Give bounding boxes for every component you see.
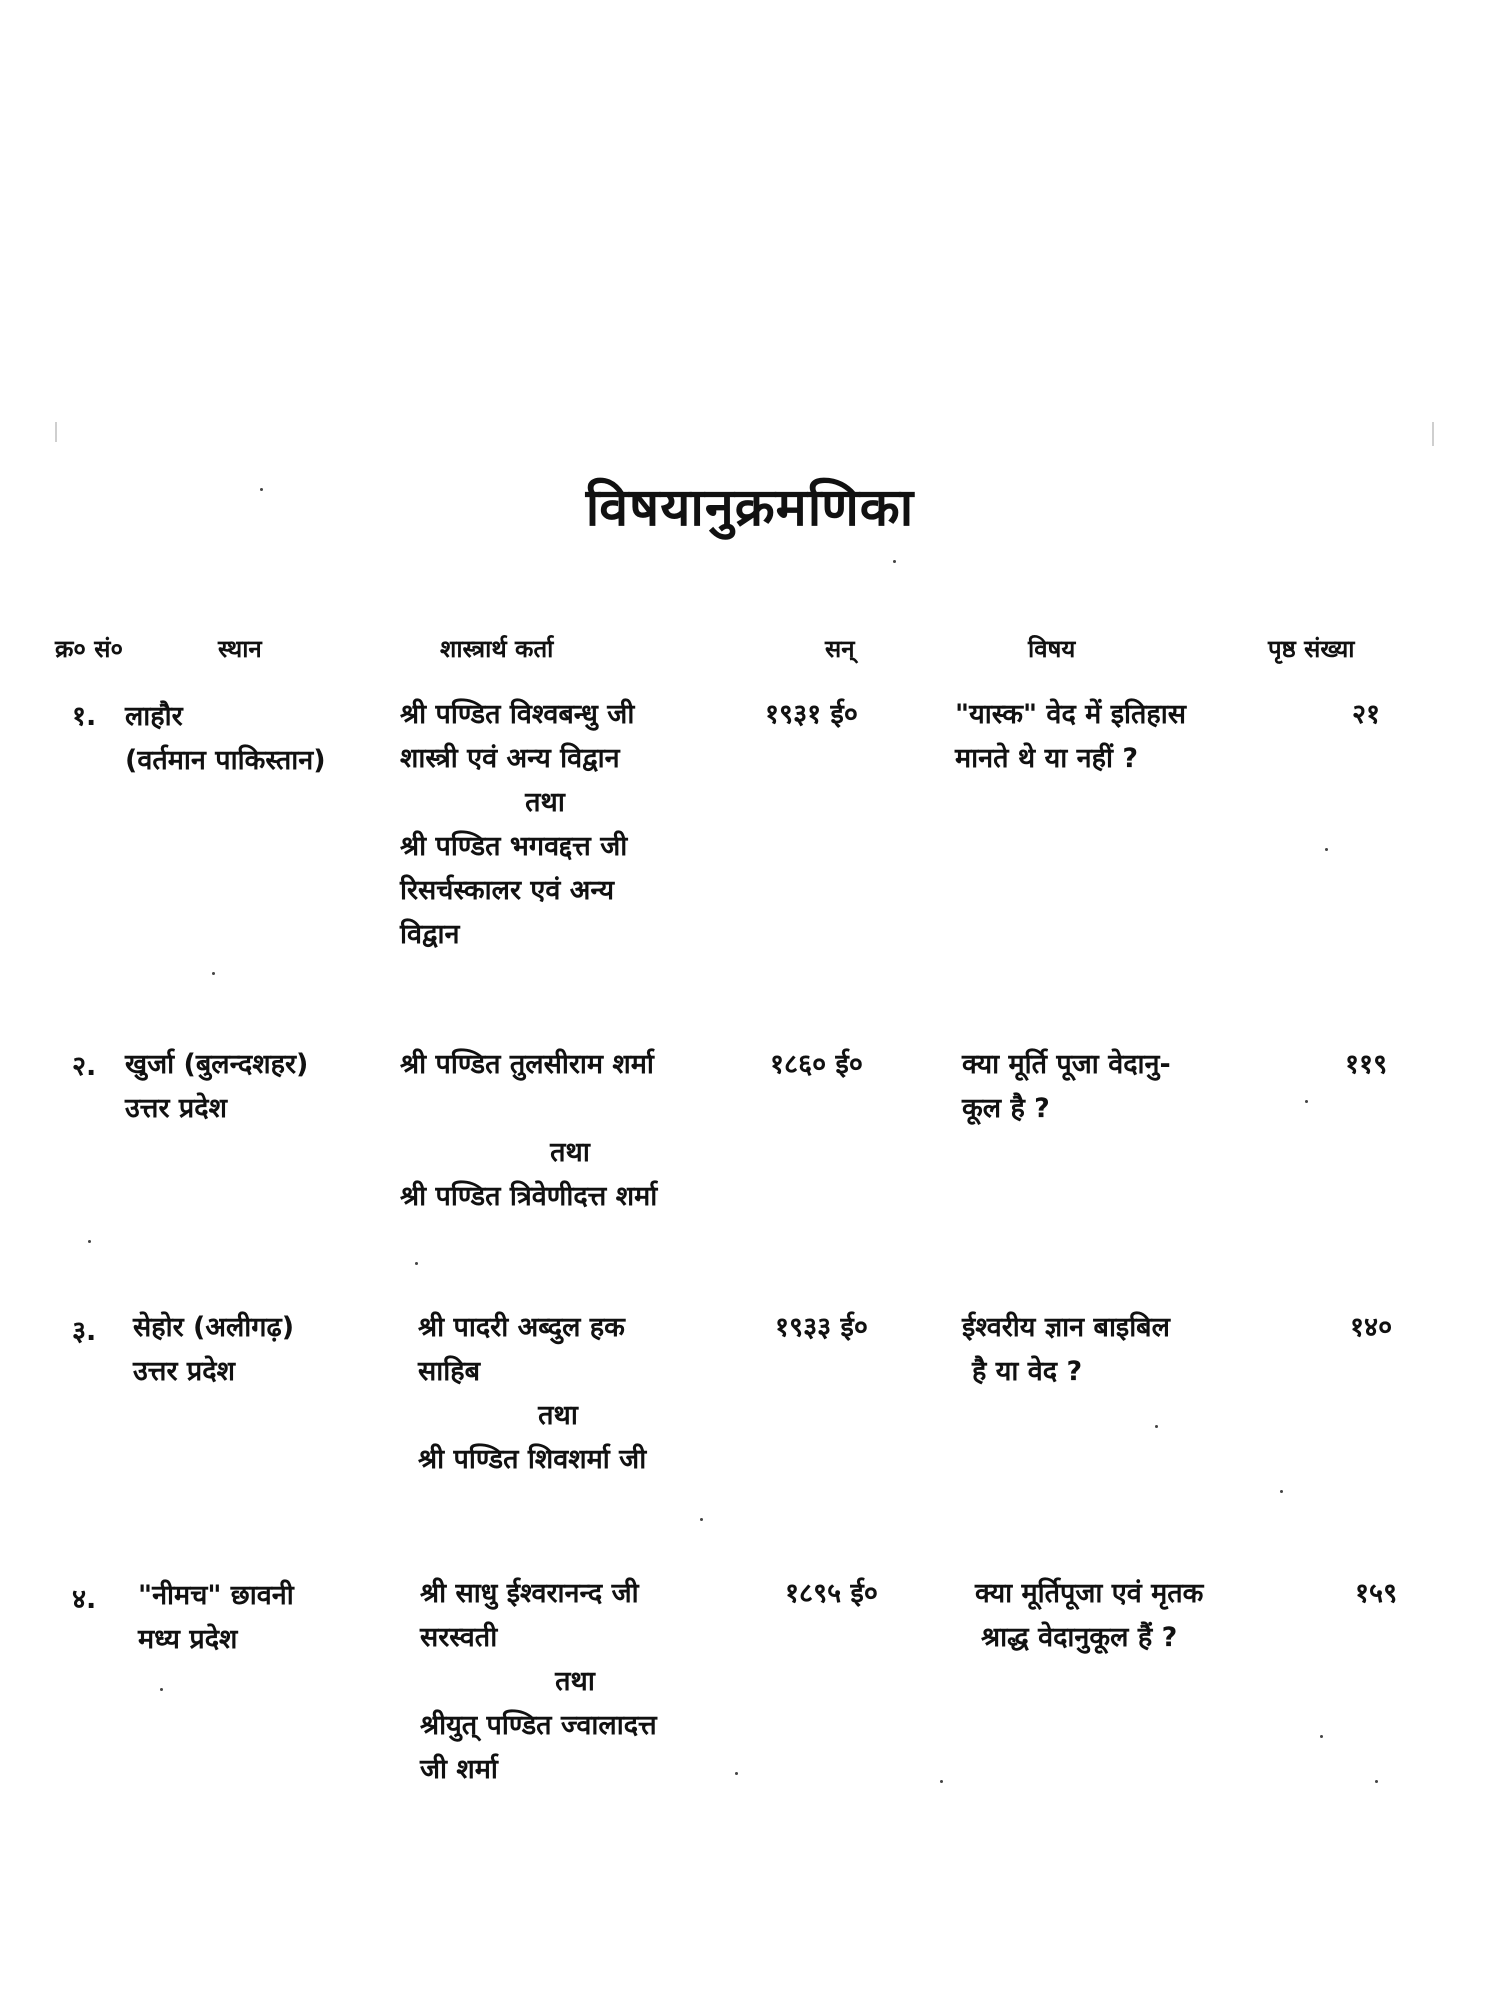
row-4-number: ४. xyxy=(72,1584,97,1615)
scan-speck xyxy=(415,1262,418,1265)
row-3-debater-line: तथा xyxy=(538,1400,578,1431)
row-2-debaters xyxy=(400,1043,740,1219)
row-4-debater-line: श्री साधु ईश्वरानन्द जी xyxy=(420,1578,639,1609)
row-4-place-line: "नीमच" छावनी xyxy=(138,1580,294,1611)
page-title: विषयानुक्रमणिका xyxy=(585,478,915,538)
header-year: सन् xyxy=(825,635,855,663)
row-3-number: ३. xyxy=(72,1316,97,1347)
row-4-debaters xyxy=(420,1572,720,1792)
row-3-page: १४० xyxy=(1350,1312,1393,1343)
header-debaters: शास्त्रार्थ कर्ता xyxy=(440,635,554,663)
row-3-debaters xyxy=(418,1306,718,1482)
row-2-debater-line: श्री पण्डित त्रिवेणीदत्त शर्मा xyxy=(400,1181,658,1212)
scan-speck xyxy=(1155,1425,1158,1428)
header-place: स्थान xyxy=(218,635,262,663)
row-1-place-line: (वर्तमान पाकिस्तान) xyxy=(125,745,326,776)
row-4-subject-line: क्या मूर्तिपूजा एवं मृतक xyxy=(975,1578,1204,1609)
scan-speck xyxy=(700,1518,703,1521)
row-2-subject-line: कूल है ? xyxy=(962,1093,1050,1124)
row-1-debater-line: तथा xyxy=(525,787,565,818)
row-1-subject xyxy=(955,693,1186,781)
row-2-subject xyxy=(962,1043,1171,1131)
row-3-year: १९३३ ई० xyxy=(775,1312,868,1343)
row-4-subject-line: श्राद्ध वेदानुकूल हैं ? xyxy=(981,1622,1178,1653)
scan-speck xyxy=(88,1240,91,1243)
scan-speck xyxy=(212,972,215,975)
scan-speck xyxy=(160,1688,163,1691)
row-4-place-line: मध्य प्रदेश xyxy=(138,1624,238,1655)
row-1-place-line: लाहौर xyxy=(125,701,183,732)
row-4-debater-line: श्रीयुत् पण्डित ज्वालादत्त xyxy=(420,1710,657,1741)
scan-speck xyxy=(1305,1100,1308,1103)
row-1-year: १९३१ ई० xyxy=(765,699,858,730)
row-4-year: १८९५ ई० xyxy=(785,1578,878,1609)
row-1-subject-line: मानते थे या नहीं ? xyxy=(955,743,1138,774)
row-1-debater-line: श्री पण्डित विश्वबन्धु जी xyxy=(400,699,635,730)
row-4-debater-line: जी शर्मा xyxy=(420,1754,498,1785)
row-3-debater-line: श्री पादरी अब्दुल हक xyxy=(418,1312,625,1343)
row-1-page: २१ xyxy=(1352,699,1381,730)
scan-speck xyxy=(1325,848,1328,851)
row-4-subject xyxy=(975,1572,1203,1660)
row-2-subject-line: क्या मूर्ति पूजा वेदानु- xyxy=(962,1049,1171,1080)
row-2-place-line: उत्तर प्रदेश xyxy=(125,1093,227,1124)
row-1-debater-line: शास्त्री एवं अन्य विद्वान xyxy=(400,743,620,774)
scan-speck xyxy=(735,1772,738,1775)
row-3-subject-line: ईश्वरीय ज्ञान बाइबिल xyxy=(962,1312,1170,1343)
scan-speck xyxy=(893,560,896,563)
scan-speck xyxy=(1280,1490,1283,1493)
row-1-debater-line: रिसर्चस्कालर एवं अन्य xyxy=(400,875,615,906)
row-4-place xyxy=(138,1574,294,1662)
row-4-debater-line: तथा xyxy=(555,1666,595,1697)
row-2-year: १८६० ई० xyxy=(770,1049,863,1080)
row-2-place-line: खुर्जा (बुलन्दशहर) xyxy=(125,1049,309,1080)
row-3-subject xyxy=(962,1306,1170,1394)
row-3-place-line: उत्तर प्रदेश xyxy=(133,1356,235,1387)
row-2-debater-spacer xyxy=(400,1087,740,1131)
row-4-debater-line: सरस्वती xyxy=(420,1622,498,1653)
row-2-page: ११९ xyxy=(1345,1049,1388,1080)
row-3-subject-line: है या वेद ? xyxy=(972,1356,1083,1387)
row-1-place xyxy=(125,695,326,783)
row-1-debaters xyxy=(400,693,710,957)
scan-speck xyxy=(940,1780,943,1783)
row-2-debater-line: श्री पण्डित तुलसीराम शर्मा xyxy=(400,1049,654,1080)
header-subject: विषय xyxy=(1028,635,1076,663)
scan-speck xyxy=(1375,1780,1378,1783)
header-page: पृष्ठ संख्या xyxy=(1268,635,1355,663)
row-1-subject-line: "यास्क" वेद में इतिहास xyxy=(955,699,1186,730)
row-3-debater-line: साहिब xyxy=(418,1356,480,1387)
row-1-number: १. xyxy=(72,701,97,732)
row-2-number: २. xyxy=(72,1051,97,1082)
row-3-debater-line: श्री पण्डित शिवशर्मा जी xyxy=(418,1444,647,1475)
scan-speck xyxy=(1320,1735,1323,1738)
row-2-debater-line: तथा xyxy=(550,1137,590,1168)
header-sno: क्र० सं० xyxy=(55,635,123,663)
row-1-debater-line: श्री पण्डित भगवद्दत्त जी xyxy=(400,831,628,862)
scan-speck xyxy=(260,488,263,491)
row-3-place-line: सेहोर (अलीगढ़) xyxy=(133,1312,295,1343)
row-1-debater-line: विद्वान xyxy=(400,919,460,950)
scan-edge-mark xyxy=(55,422,57,442)
row-4-page: १५९ xyxy=(1355,1578,1398,1609)
row-2-place xyxy=(125,1043,308,1131)
scan-edge-mark xyxy=(1432,422,1434,446)
row-3-place xyxy=(133,1306,294,1394)
